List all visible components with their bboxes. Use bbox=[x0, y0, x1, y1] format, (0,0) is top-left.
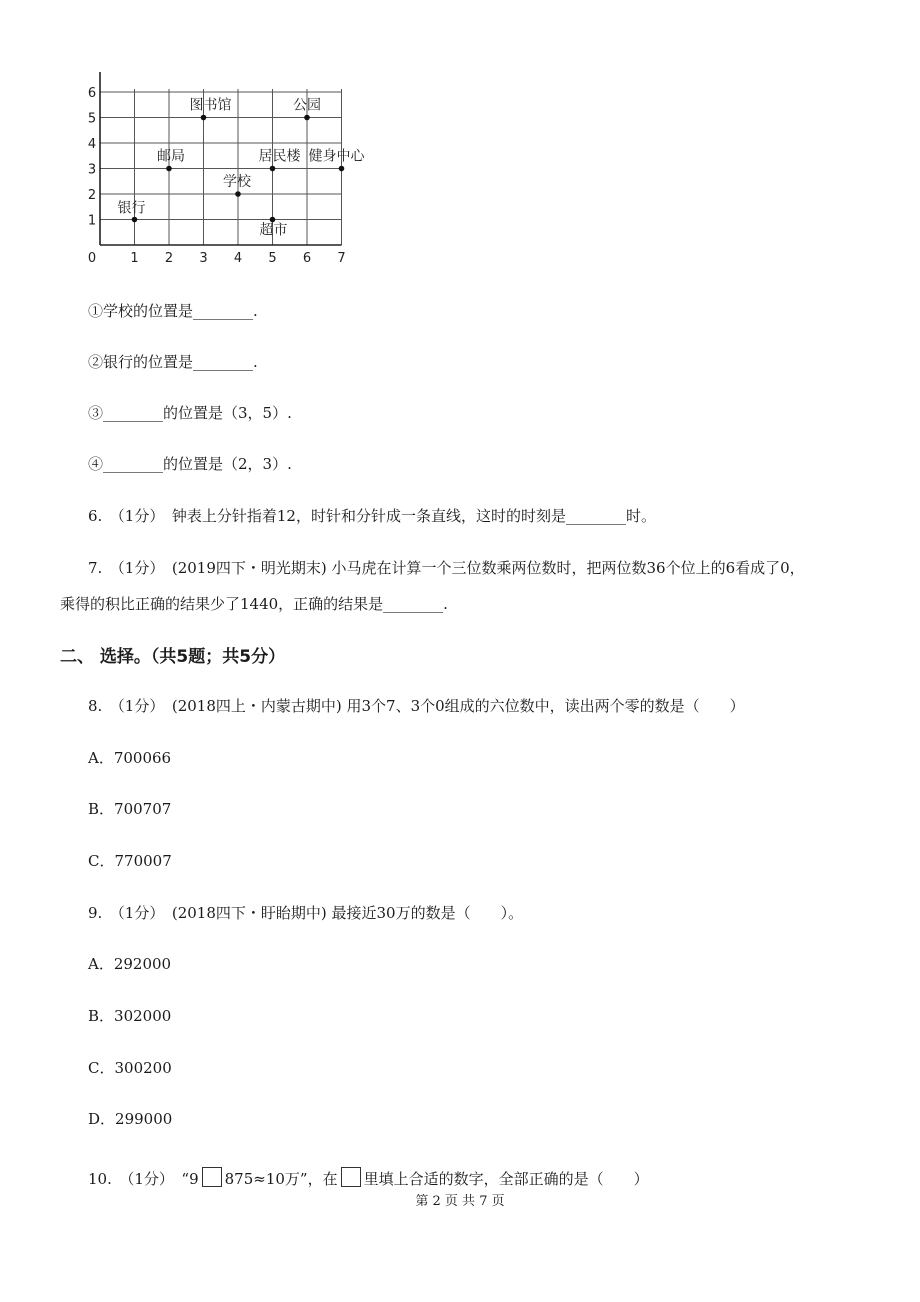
x-tick-label: 2 bbox=[164, 251, 174, 266]
point-label: 居民楼 bbox=[258, 148, 301, 165]
x-tick-label: 3 bbox=[199, 251, 208, 266]
map-point bbox=[270, 217, 276, 223]
question-6: 6. （1分） 钟表上分针指着12，时针和分针成一条直线，这时的时刻是________时。 bbox=[88, 507, 656, 525]
map-point bbox=[235, 191, 241, 197]
y-tick-label: 5 bbox=[87, 111, 97, 127]
x-tick-label: 7 bbox=[337, 251, 346, 266]
question-8-stem: 8. （1分） (2018四上・内蒙古期中) 用3个7、3个0组成的六位数中，读出两个零的数是（ ） bbox=[88, 697, 745, 715]
question-8-option-c: C．770007 bbox=[88, 852, 172, 870]
question-7-line1: 7. （1分） (2019四下・明光期末) 小马虎在计算一个三位数乘两位数时，把两位数36个位上的6看成了0， bbox=[88, 559, 805, 577]
x-tick-label: 0 bbox=[87, 251, 97, 266]
question-10-part2: 875≈10万”，在 bbox=[224, 1170, 338, 1188]
q5-sub1: ①学校的位置是________. bbox=[88, 302, 258, 320]
x-tick-label: 6 bbox=[302, 251, 312, 266]
question-9-stem: 9. （1分） (2018四下・盱眙期中) 最接近30万的数是（ ）。 bbox=[88, 904, 524, 922]
point-label: 健身中心 bbox=[308, 148, 365, 165]
map-point bbox=[339, 166, 345, 172]
point-label: 学校 bbox=[223, 174, 251, 190]
point-label: 银行 bbox=[117, 200, 146, 217]
question-9-option-a: A．292000 bbox=[88, 955, 172, 973]
point-label: 邮局 bbox=[157, 148, 185, 165]
coordinate-grid-chart bbox=[80, 60, 400, 270]
q5-sub3: ③________的位置是（3，5）. bbox=[88, 404, 292, 422]
y-tick-label: 1 bbox=[87, 213, 97, 229]
page-footer: 第 2 页 共 7 页 bbox=[415, 1194, 505, 1209]
x-tick-label: 4 bbox=[233, 251, 243, 266]
question-10-part1: 10. （1分） “9 bbox=[88, 1170, 199, 1188]
y-tick-label: 6 bbox=[87, 86, 97, 101]
map-point bbox=[201, 115, 207, 121]
question-7-line2: 乘得的积比正确的结果少了1440，正确的结果是________. bbox=[60, 595, 448, 613]
map-point bbox=[304, 115, 310, 121]
blank-box bbox=[202, 1167, 222, 1187]
y-tick-label: 4 bbox=[87, 137, 97, 152]
x-tick-label: 1 bbox=[130, 251, 139, 266]
question-9-option-d: D．299000 bbox=[88, 1110, 173, 1128]
question-10-part3: 里填上合适的数字，全部正确的是（ ） bbox=[363, 1170, 649, 1188]
question-10-stem bbox=[88, 1167, 649, 1189]
blank-box bbox=[341, 1167, 361, 1187]
y-tick-label: 3 bbox=[87, 162, 97, 178]
x-tick-label: 5 bbox=[268, 251, 277, 266]
q5-sub4: ④________的位置是（2，3）. bbox=[88, 455, 292, 473]
point-label: 公园 bbox=[293, 97, 321, 114]
question-9-option-b: B．302000 bbox=[88, 1007, 172, 1025]
question-9-option-c: C．300200 bbox=[88, 1059, 172, 1077]
question-8-option-a: A．700066 bbox=[88, 749, 172, 767]
map-point bbox=[132, 217, 138, 223]
question-8-option-b: B．700707 bbox=[88, 800, 172, 818]
point-label: 图书馆 bbox=[189, 97, 232, 114]
map-point bbox=[270, 166, 276, 172]
y-tick-label: 2 bbox=[87, 188, 97, 203]
q5-sub2: ②银行的位置是________. bbox=[88, 353, 258, 371]
map-point bbox=[166, 166, 172, 172]
section-title-choice: 二、 选择。（共5题；共5分） bbox=[60, 647, 286, 667]
point-label: 超市 bbox=[259, 222, 288, 239]
